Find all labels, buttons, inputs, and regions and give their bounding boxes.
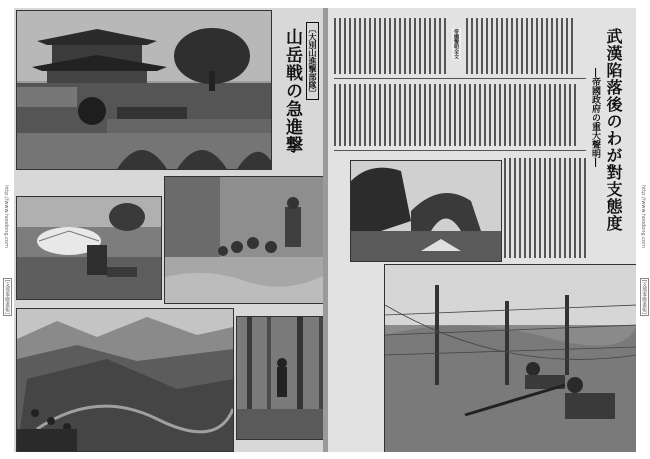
city-gate-photo [16, 10, 272, 170]
statement-section-head: 帝國聲明全文 [453, 29, 459, 59]
right-page [328, 8, 636, 452]
left-margin-tag: [支那事變畫報] [4, 280, 10, 314]
column-rule [334, 150, 586, 151]
mountain-march-photo [16, 308, 234, 452]
soldiers-resting-photo [164, 176, 326, 304]
right-margin-url: http://www.hoodong.com [640, 185, 646, 248]
article-body-middle [334, 82, 584, 148]
magazine-spread [14, 8, 636, 452]
rock-arch-photo [350, 160, 502, 262]
unit-label: 〔大別山進撃部隊〕 [306, 22, 319, 100]
umbrella-soldier-photo [16, 196, 162, 300]
right-margin-tag: [支那事變畫報] [641, 280, 647, 314]
article-body-top [334, 16, 584, 76]
left-margin-url: http://www.hoodong.com [3, 185, 9, 248]
trench-soldiers-photo [384, 264, 636, 452]
text-lines [334, 82, 584, 148]
column-rule [334, 78, 586, 79]
right-subheadline: ―帝國政府の重大聲明― [590, 68, 600, 167]
text-lines [504, 156, 590, 260]
left-page [14, 8, 325, 452]
left-headline: 山岳戦の急進撃 [282, 28, 302, 154]
right-headline: 武漢陷落後のわが對支態度 [604, 28, 623, 232]
text-lines [334, 16, 584, 76]
article-body-right-column [504, 156, 590, 260]
